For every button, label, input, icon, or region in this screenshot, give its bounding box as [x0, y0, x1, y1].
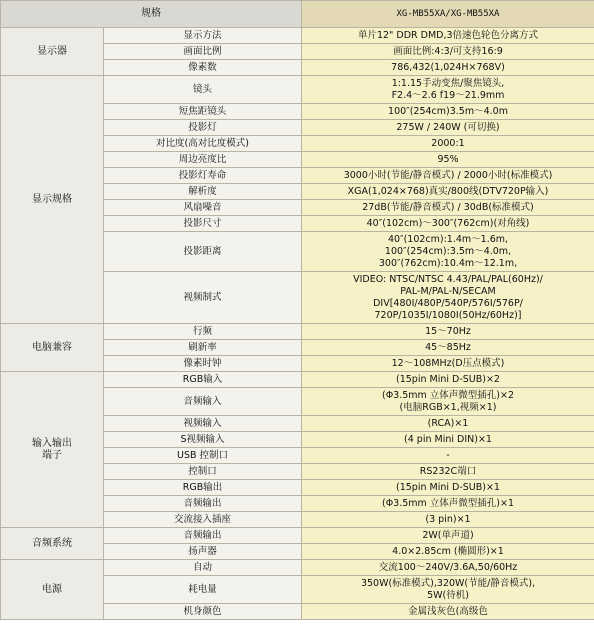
spec-row: [1, 372, 594, 388]
spec-value: (RCA)×1: [302, 416, 594, 432]
spec-value: 786,432(1,024H×768V): [302, 60, 594, 76]
header-model: XG-MB55XA/XG-MB55XA: [302, 1, 594, 28]
spec-value: (15pin Mini D-SUB)×2: [302, 372, 594, 388]
spec-param: 镜头: [104, 76, 302, 104]
spec-param: 像素数: [104, 60, 302, 76]
spec-value: (3 pin)×1: [302, 512, 594, 528]
spec-param: 投影距离: [104, 232, 302, 272]
spec-param: 机身颜色: [104, 604, 302, 620]
section-category: 音频系统: [1, 528, 104, 560]
spec-value: (4 pin Mini DIN)×1: [302, 432, 594, 448]
spec-value: 金属浅灰色(高级色: [302, 604, 594, 620]
section-category: 显示器: [1, 28, 104, 76]
spec-param: 投影尺寸: [104, 216, 302, 232]
spec-value: XGA(1,024×768)真实/800线(DTV720P输入): [302, 184, 594, 200]
spec-value: RS232C端口: [302, 464, 594, 480]
spec-value: 2W(单声道): [302, 528, 594, 544]
spec-param: 周边亮度比: [104, 152, 302, 168]
spec-table-body: [1, 1, 594, 620]
spec-param: RGB输入: [104, 372, 302, 388]
spec-param: 对比度(高对比度模式): [104, 136, 302, 152]
spec-value: 45～85Hz: [302, 340, 594, 356]
spec-value: -: [302, 448, 594, 464]
spec-row: [1, 28, 594, 44]
spec-param: S视频输入: [104, 432, 302, 448]
spec-param: 刷新率: [104, 340, 302, 356]
section-category: 输入输出 端子: [1, 372, 104, 528]
spec-param: 音频输入: [104, 388, 302, 416]
spec-param: 扬声器: [104, 544, 302, 560]
spec-param: 投影灯: [104, 120, 302, 136]
spec-value: 275W / 240W (可切换): [302, 120, 594, 136]
spec-param: 像素时钟: [104, 356, 302, 372]
spec-param: USB 控制口: [104, 448, 302, 464]
spec-value: 单片12" DDR DMD,3倍速色轮色分离方式: [302, 28, 594, 44]
spec-value: 40″(102cm)～300″(762cm)(对角线): [302, 216, 594, 232]
spec-param: 投影灯寿命: [104, 168, 302, 184]
spec-param: 视频制式: [104, 272, 302, 324]
spec-row: [1, 324, 594, 340]
spec-param: RGB输出: [104, 480, 302, 496]
spec-value: 3000小时(节能/静音模式) / 2000小时(标准模式): [302, 168, 594, 184]
spec-value: (15pin Mini D-SUB)×1: [302, 480, 594, 496]
spec-value: 4.0×2.85cm (椭圆形)×1: [302, 544, 594, 560]
spec-value: 2000:1: [302, 136, 594, 152]
spec-param: 控制口: [104, 464, 302, 480]
spec-value: VIDEO: NTSC/NTSC 4.43/PAL/PAL(60Hz)/ PAL-M/PAL-N/SECAM DIV[480I/480P/540P/576I/576P/ 720P/1035I/1080I(50Hz/60Hz)]: [302, 272, 594, 324]
spec-value: 1:1.15手动变焦/聚焦镜头, F2.4～2.6 f19～21.9mm: [302, 76, 594, 104]
spec-value: 40″(102cm):1.4m～1.6m, 100″(254cm):3.5m～4.0m, 300″(762cm):10.4m～12.1m,: [302, 232, 594, 272]
spec-param: 行频: [104, 324, 302, 340]
spec-value: 画面比例:4:3/可支持16:9: [302, 44, 594, 60]
spec-param: 风扇噪音: [104, 200, 302, 216]
spec-row: [1, 528, 594, 544]
spec-value: 350W(标准模式),320W(节能/静音模式), 5W(待机): [302, 576, 594, 604]
section-category: 显示规格: [1, 76, 104, 324]
spec-value: 15～70Hz: [302, 324, 594, 340]
spec-value: 交流100～240V/3.6A,50/60Hz: [302, 560, 594, 576]
spec-param: 短焦距镜头: [104, 104, 302, 120]
spec-value: 100″(254cm)3.5m～4.0m: [302, 104, 594, 120]
spec-param: 音频输出: [104, 496, 302, 512]
spec-param: 画面比例: [104, 44, 302, 60]
section-category: 电脑兼容: [1, 324, 104, 372]
header-row: [1, 1, 594, 28]
spec-param: 显示方法: [104, 28, 302, 44]
header-category: 规格: [1, 1, 302, 28]
spec-param: 自动: [104, 560, 302, 576]
spec-row: [1, 76, 594, 104]
spec-value: 27dB(节能/静音模式) / 30dB(标准模式): [302, 200, 594, 216]
spec-row: [1, 560, 594, 576]
section-category: 电源: [1, 560, 104, 620]
spec-param: 音频输出: [104, 528, 302, 544]
spec-value: 95%: [302, 152, 594, 168]
spec-param: 交流接入插座: [104, 512, 302, 528]
spec-param: 视频输入: [104, 416, 302, 432]
spec-value: (Φ3.5mm 立体声微型插孔)×1: [302, 496, 594, 512]
spec-param: 耗电量: [104, 576, 302, 604]
spec-param: 解析度: [104, 184, 302, 200]
spec-value: 12～108MHz(D压点模式): [302, 356, 594, 372]
spec-value: (Φ3.5mm 立体声微型插孔)×2 (电脑RGB×1,视频×1): [302, 388, 594, 416]
